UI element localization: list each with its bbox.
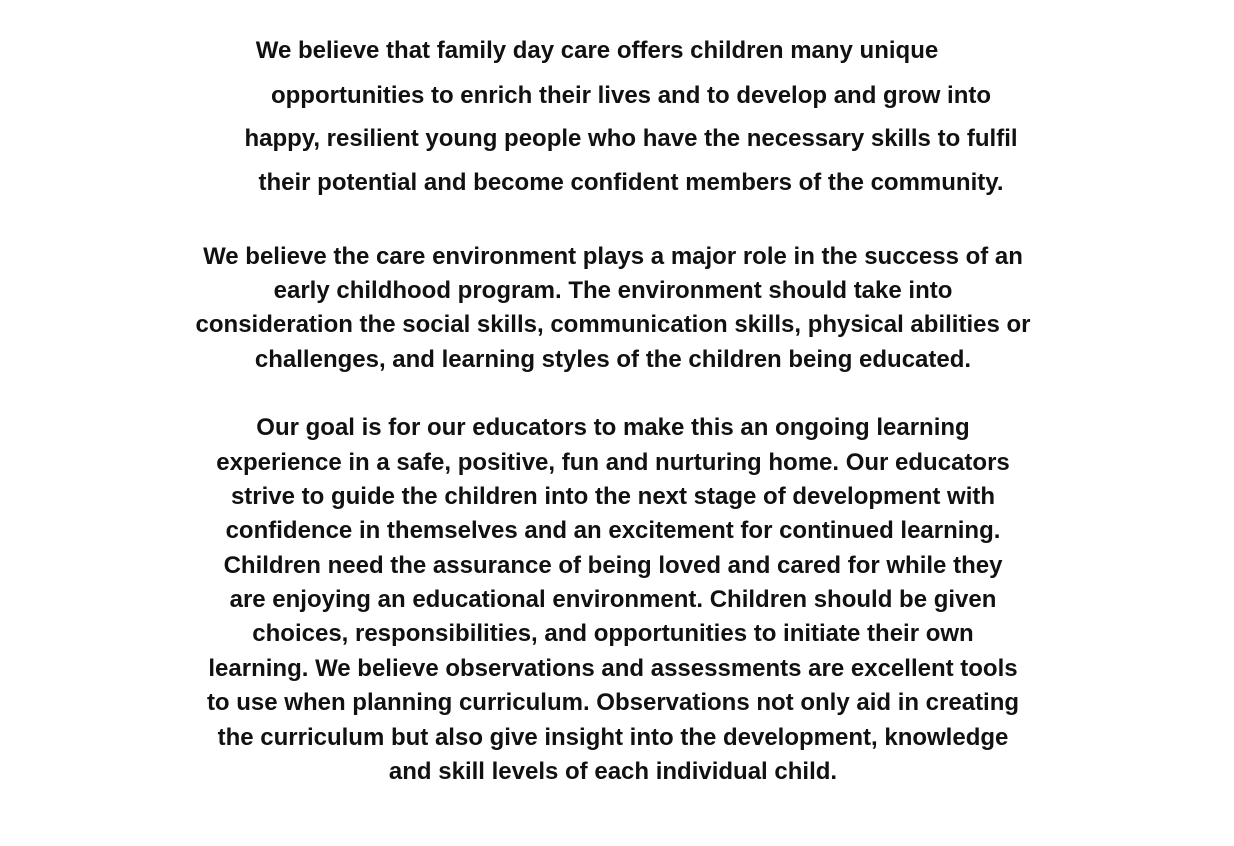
paragraph-line: confidence in themselves and an excitement for continued learning.: [225, 517, 1001, 544]
paragraph-line: and skill levels of each individual child.: [388, 758, 838, 785]
paragraph-line: consideration the social skills, communication skills, physical abilities or: [195, 311, 1031, 338]
paragraph-line: We believe that family day care offers children many unique: [255, 37, 939, 64]
paragraph-line: challenges, and learning styles of the children being educated.: [254, 346, 972, 373]
paragraph-line: happy, resilient young people who have the necessary skills to fulfil: [244, 125, 1018, 152]
paragraph-line: opportunities to enrich their lives and to develop and grow into: [270, 82, 992, 109]
paragraph-line: Our goal is for our educators to make this an ongoing learning: [256, 414, 970, 441]
paragraph-line: to use when planning curriculum. Observations not only aid in creating: [206, 689, 1020, 716]
paragraph-line: We believe the care environment plays a major role in the success of an: [203, 243, 1023, 270]
paragraph-line: the curriculum but also give insight into the development, knowledge: [217, 724, 1009, 751]
paragraph-line: experience in a safe, positive, fun and nurturing home. Our educators: [216, 449, 1010, 476]
paragraph-line: learning. We believe observations and assessments are excellent tools: [208, 655, 1018, 682]
paragraph-line: are enjoying an educational environment. Children should be given: [229, 586, 997, 613]
paragraph-line: their potential and become confident members of the community.: [258, 169, 1004, 196]
paragraph-line: choices, responsibilities, and opportunities to initiate their own: [252, 620, 974, 647]
paragraph-line: strive to guide the children into the next stage of development with: [230, 483, 996, 510]
paragraph-line: early childhood program. The environment should take into: [273, 277, 953, 304]
paragraph-line: Children need the assurance of being loved and cared for while they: [223, 552, 1003, 579]
